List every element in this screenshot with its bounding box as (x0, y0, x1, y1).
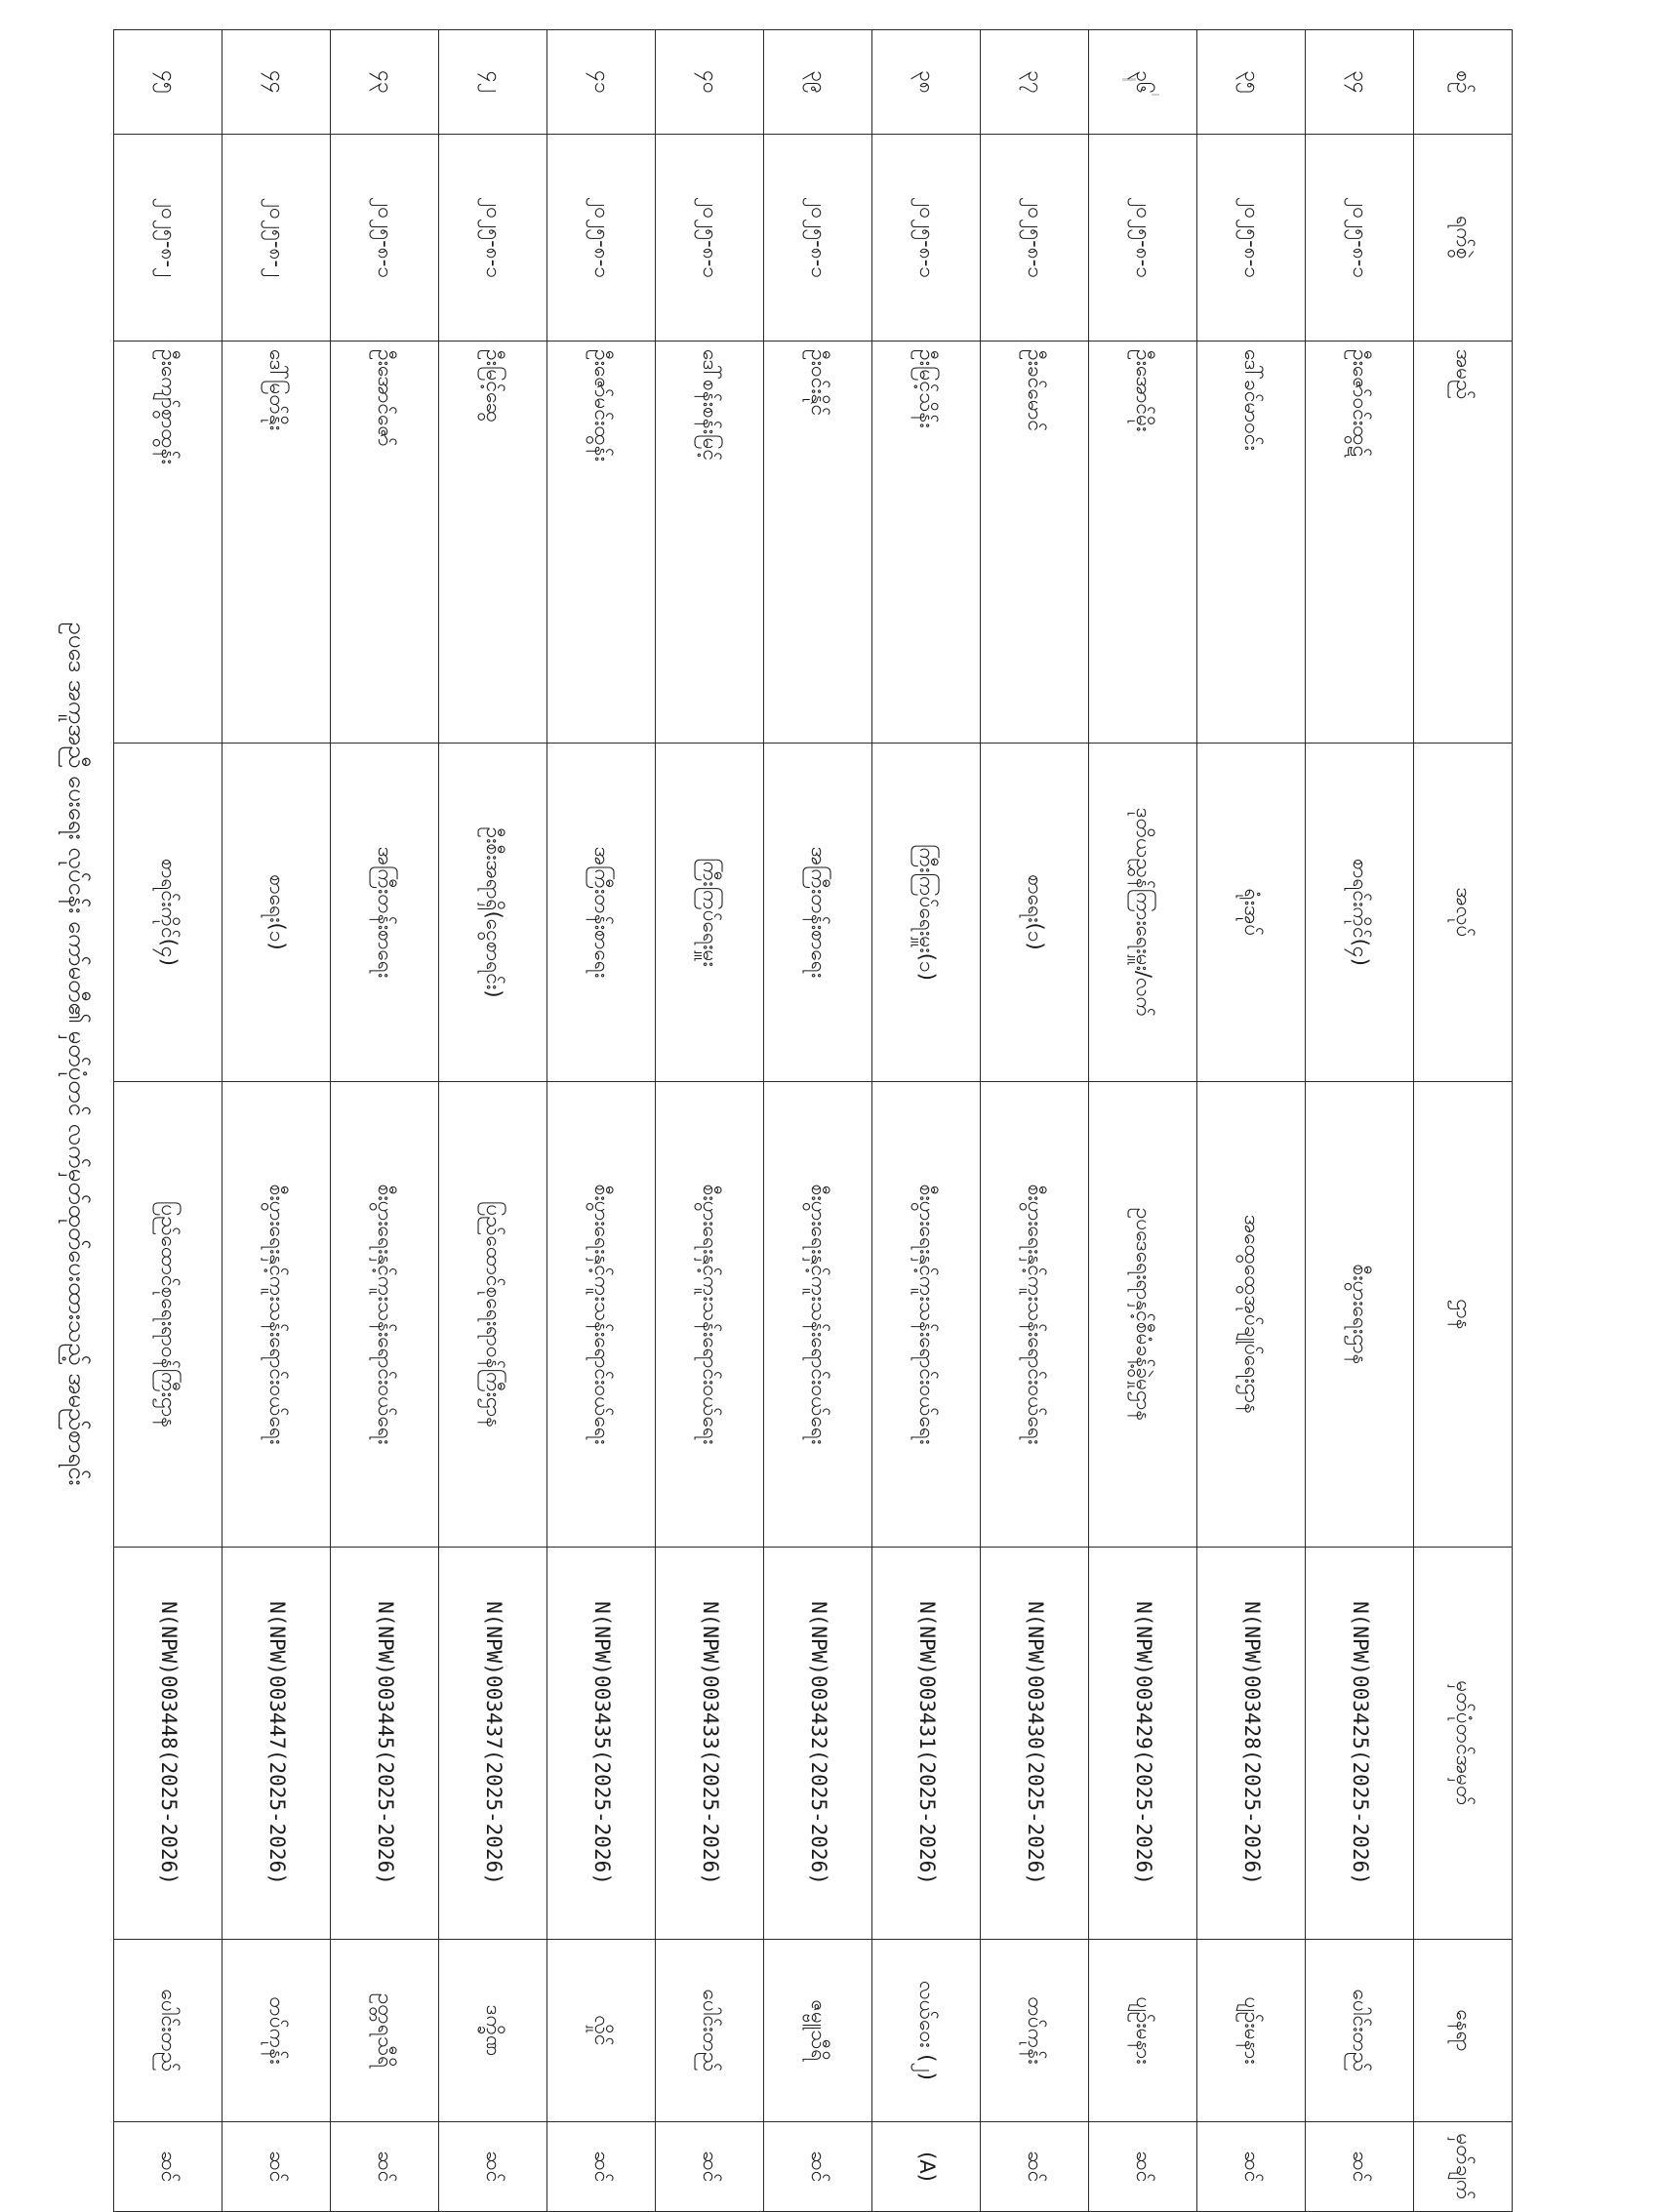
cell-extra: ဆင် (981, 2122, 1089, 2212)
cell-date: ၂၀၂၅-၈-၂ (223, 135, 331, 342)
cell-extra: ဆင် (764, 2122, 872, 2212)
cell-dept: စီးပွားရေးနှင့်ကူးသန်းရောင်းဝယ်ရေး (764, 1082, 872, 1548)
cell-no: ၄၃ (331, 30, 439, 135)
cell-place: ပေါင်းတည် (656, 1940, 764, 2122)
table-body (114, 30, 1414, 2212)
cell-no: ၃၅ (1197, 30, 1306, 135)
cell-no: ၄၀ (656, 30, 764, 135)
document-caption: ဥပဒေ အကူအညီ ပေးရေး လုပ်ငန်း ကော်မတီ၏ မှတ်ပုံတင် လက်မှတ်ထုတ်ပေးထားသည့် အမည်စာရင်း (63, 622, 91, 1486)
cell-dept: ဥပဒေရေးရာနှင့်စီမံခန့်ခွဲမှုဌာန (1089, 1082, 1197, 1548)
records-table (113, 29, 1513, 2212)
cell-date: ၂၀၂၅-၈-၁ (1197, 135, 1306, 342)
cell-name: ဦးအောင်မိုး (1089, 342, 1197, 744)
cell-date: ၂၀၂၅-၈-၁ (981, 135, 1089, 342)
cell-date: ၂၀၂၅-၈-၁ (1306, 135, 1414, 342)
cell-cert: N(NPW)003437(2025-2026) (439, 1548, 547, 1940)
table-row (114, 30, 223, 2212)
cell-extra: ဆင် (439, 2122, 547, 2212)
cell-no: ၃၆ (1089, 30, 1197, 135)
cell-extra: ဆင် (114, 2122, 223, 2212)
cell-extra: ဆင် (223, 2122, 331, 2212)
cell-cert: N(NPW)003433(2025-2026) (656, 1548, 764, 1940)
cell-career: အကြီးတန်းစာရေး (764, 744, 872, 1082)
cell-name: ဦးခင်မောင် (981, 342, 1089, 744)
cell-name: ဦးဇော်ဝင်းထွဋ် (1306, 342, 1414, 744)
cell-name: ဒေါ်မြတ်နိုး (223, 342, 331, 744)
table-row (1089, 30, 1197, 2212)
cell-name: ဦးဝင်းနိုင် (764, 342, 872, 744)
cell-extra: ဆင် (1089, 2122, 1197, 2212)
header-dept: ဌာန (1414, 1082, 1513, 1548)
cell-extra: ဆင် (1306, 2122, 1414, 2212)
cell-no: ၄၁ (547, 30, 656, 135)
cell-name: ဦးဇော်မင်းထွန်း (547, 342, 656, 744)
cell-date: ၂၀၂၅-၈-၁ (872, 135, 981, 342)
table-row (223, 30, 331, 2212)
cell-career: ဒုတိယညွှန်ကြားရေးမှူး/လက် (1089, 744, 1197, 1082)
cell-cert: N(NPW)003448(2025-2026) (114, 1548, 223, 1940)
cell-career: ကြီးကြပ်ရေးမှူး(၁) (872, 744, 981, 1082)
cell-place: ပျဉ်းမနား (1197, 1940, 1306, 2122)
cell-place: တပ်ကုန်း (981, 1940, 1089, 2122)
cell-no: ၃၇ (981, 30, 1089, 135)
cell-place: ပျဉ်းမနား (1089, 1940, 1197, 2122)
cell-career: စာရေး(၁) (981, 744, 1089, 1082)
cell-place: ဒက္ခိဏ (439, 1940, 547, 2122)
header-row (1414, 30, 1513, 2212)
cell-dept: စီးပွားရေးနှင့်ကူးသန်းရောင်းဝယ်ရေး (223, 1082, 331, 1548)
cell-no: ၃၉ (764, 30, 872, 135)
table-row (1197, 30, 1306, 2212)
cell-dept: စီးပွားရေးနှင့်ကူးသန်းရောင်းဝယ်ရေး (331, 1082, 439, 1548)
cell-cert: N(NPW)003425(2025-2026) (1306, 1548, 1414, 1940)
rotated-content (0, 29, 1600, 2200)
cell-cert: N(NPW)003430(2025-2026) (981, 1548, 1089, 1940)
cell-extra: ဆင် (656, 2122, 764, 2212)
cell-no: ၄၂ (439, 30, 547, 135)
cell-career: စာရင်းကိုင်(၄) (114, 744, 223, 1082)
table-row (331, 30, 439, 2212)
cell-career: အကြီးတန်းစာရေး (547, 744, 656, 1082)
cell-date: ၂၀၂၅-၈-၁ (547, 135, 656, 342)
cell-career: စာရင်းကိုင်(၄) (1306, 744, 1414, 1082)
cell-dept: စီးပွားရေးနှင့်ကူးသန်းရောင်းဝယ်ရေး (547, 1082, 656, 1548)
cell-dept: ပြည်ထောင်စုရေးရာဝန်ကြီးဌာန (439, 1082, 547, 1548)
cell-cert: N(NPW)003428(2025-2026) (1197, 1548, 1306, 1940)
cell-no: ၃၄ (1306, 30, 1414, 135)
cell-extra: ဆင် (1197, 2122, 1306, 2212)
cell-extra: (A) (872, 2122, 981, 2212)
table-frame (107, 29, 1513, 2200)
cell-career: ကြီးကြပ်ရေးမှူး (656, 744, 764, 1082)
header-cert: မှတ်ပုံတင်အမှတ် (1414, 1548, 1513, 1940)
cell-date: ၂၀၂၅-၈-၁ (439, 135, 547, 342)
table-row (981, 30, 1089, 2212)
cell-name: ဦးမြင့်ဆွေ (439, 342, 547, 744)
cell-no: ၃၈ (872, 30, 981, 135)
cell-place: လှိုင် (547, 1940, 656, 2122)
header-date: ရက်စွဲ (1414, 135, 1513, 342)
cell-no: ၄၅ (114, 30, 223, 135)
cell-dept: စီးပွားရေးနှင့်ကူးသန်းရောင်းဝယ်ရေး (656, 1082, 764, 1548)
cell-dept: စီးပွားရေးနှင့်ကူးသန်းရောင်းဝယ်ရေး (981, 1082, 1089, 1548)
header-place: နေရာ (1414, 1940, 1513, 2122)
cell-date: ၂၀၂၅-၈-၁ (1089, 135, 1197, 342)
header-name: အမည် (1414, 342, 1513, 744)
cell-cert: N(NPW)003445(2025-2026) (331, 1548, 439, 1940)
cell-career: စာရေး(၁) (223, 744, 331, 1082)
table-row (656, 30, 764, 2212)
cell-name: ဦးမြင့်သိန်း (872, 342, 981, 744)
cell-name: ဦးကျော်စွာထွန်း (114, 342, 223, 744)
cell-place: လယ်ဝေး (၂) (872, 1940, 981, 2122)
cell-place: ပေါင်းတည် (1306, 1940, 1414, 2122)
cell-dept: စီးပွားရေးနှင့်ကူးသန်းရောင်းဝယ်ရေး (872, 1082, 981, 1548)
table-row (764, 30, 872, 2212)
header-career: အလုပ် (1414, 744, 1513, 1082)
cell-extra: ဆင် (331, 2122, 439, 2212)
cell-dept: ပြည်ထောင်စုရေးရာဝန်ကြီးဌာန (114, 1082, 223, 1548)
cell-cert: N(NPW)003435(2025-2026) (547, 1548, 656, 1940)
table-row (547, 30, 656, 2212)
cell-name: ဒေါ်ခင်မာဝင်း (1197, 342, 1306, 744)
cell-no: ၄၄ (223, 30, 331, 135)
table-row (872, 30, 981, 2212)
cell-career: အကြီးတန်းစာရေး (331, 744, 439, 1082)
cell-career: ဦးစီးအရာရှိ(ငွေစာရင်း) (439, 744, 547, 1082)
header-no: စဉ် (1414, 30, 1513, 135)
cell-cert: N(NPW)003447(2025-2026) (223, 1548, 331, 1940)
cell-dept: စီးပွားရေးဌာန (1306, 1082, 1414, 1548)
cell-cert: N(NPW)003431(2025-2026) (872, 1548, 981, 1940)
cell-date: ၂၀၂၅-၈-၁ (656, 135, 764, 342)
cell-date: ၂၀၂၅-၈-၁ (331, 135, 439, 342)
table-row (439, 30, 547, 2212)
cell-place: ဇမ္ဗူသီရိ (764, 1940, 872, 2122)
cell-place: ပေါင်းတည် (114, 1940, 223, 2122)
cell-date: ၂၀၂၅-၈-၁ (764, 135, 872, 342)
cell-place: တပ်ကုန်း (223, 1940, 331, 2122)
cell-extra: ဆင် (547, 2122, 656, 2212)
cell-cert: N(NPW)003429(2025-2026) (1089, 1548, 1197, 1940)
cell-name: ဒေါ်စန်းစန်းမြင့် (656, 342, 764, 744)
cell-career: ရုံးအုပ် (1197, 744, 1306, 1082)
cell-cert: N(NPW)003432(2025-2026) (764, 1548, 872, 1940)
cell-name: ဦးအောင်ဇော် (331, 342, 439, 744)
table-row (1306, 30, 1414, 2212)
header-extra: မှတ်ချက် (1414, 2122, 1513, 2212)
cell-dept: အထွေထွေအုပ်ချုပ်ရေးဌာန (1197, 1082, 1306, 1548)
cell-place: ဥတ္တရသီရိ (331, 1940, 439, 2122)
cell-date: ၂၀၂၅-၈-၂ (114, 135, 223, 342)
